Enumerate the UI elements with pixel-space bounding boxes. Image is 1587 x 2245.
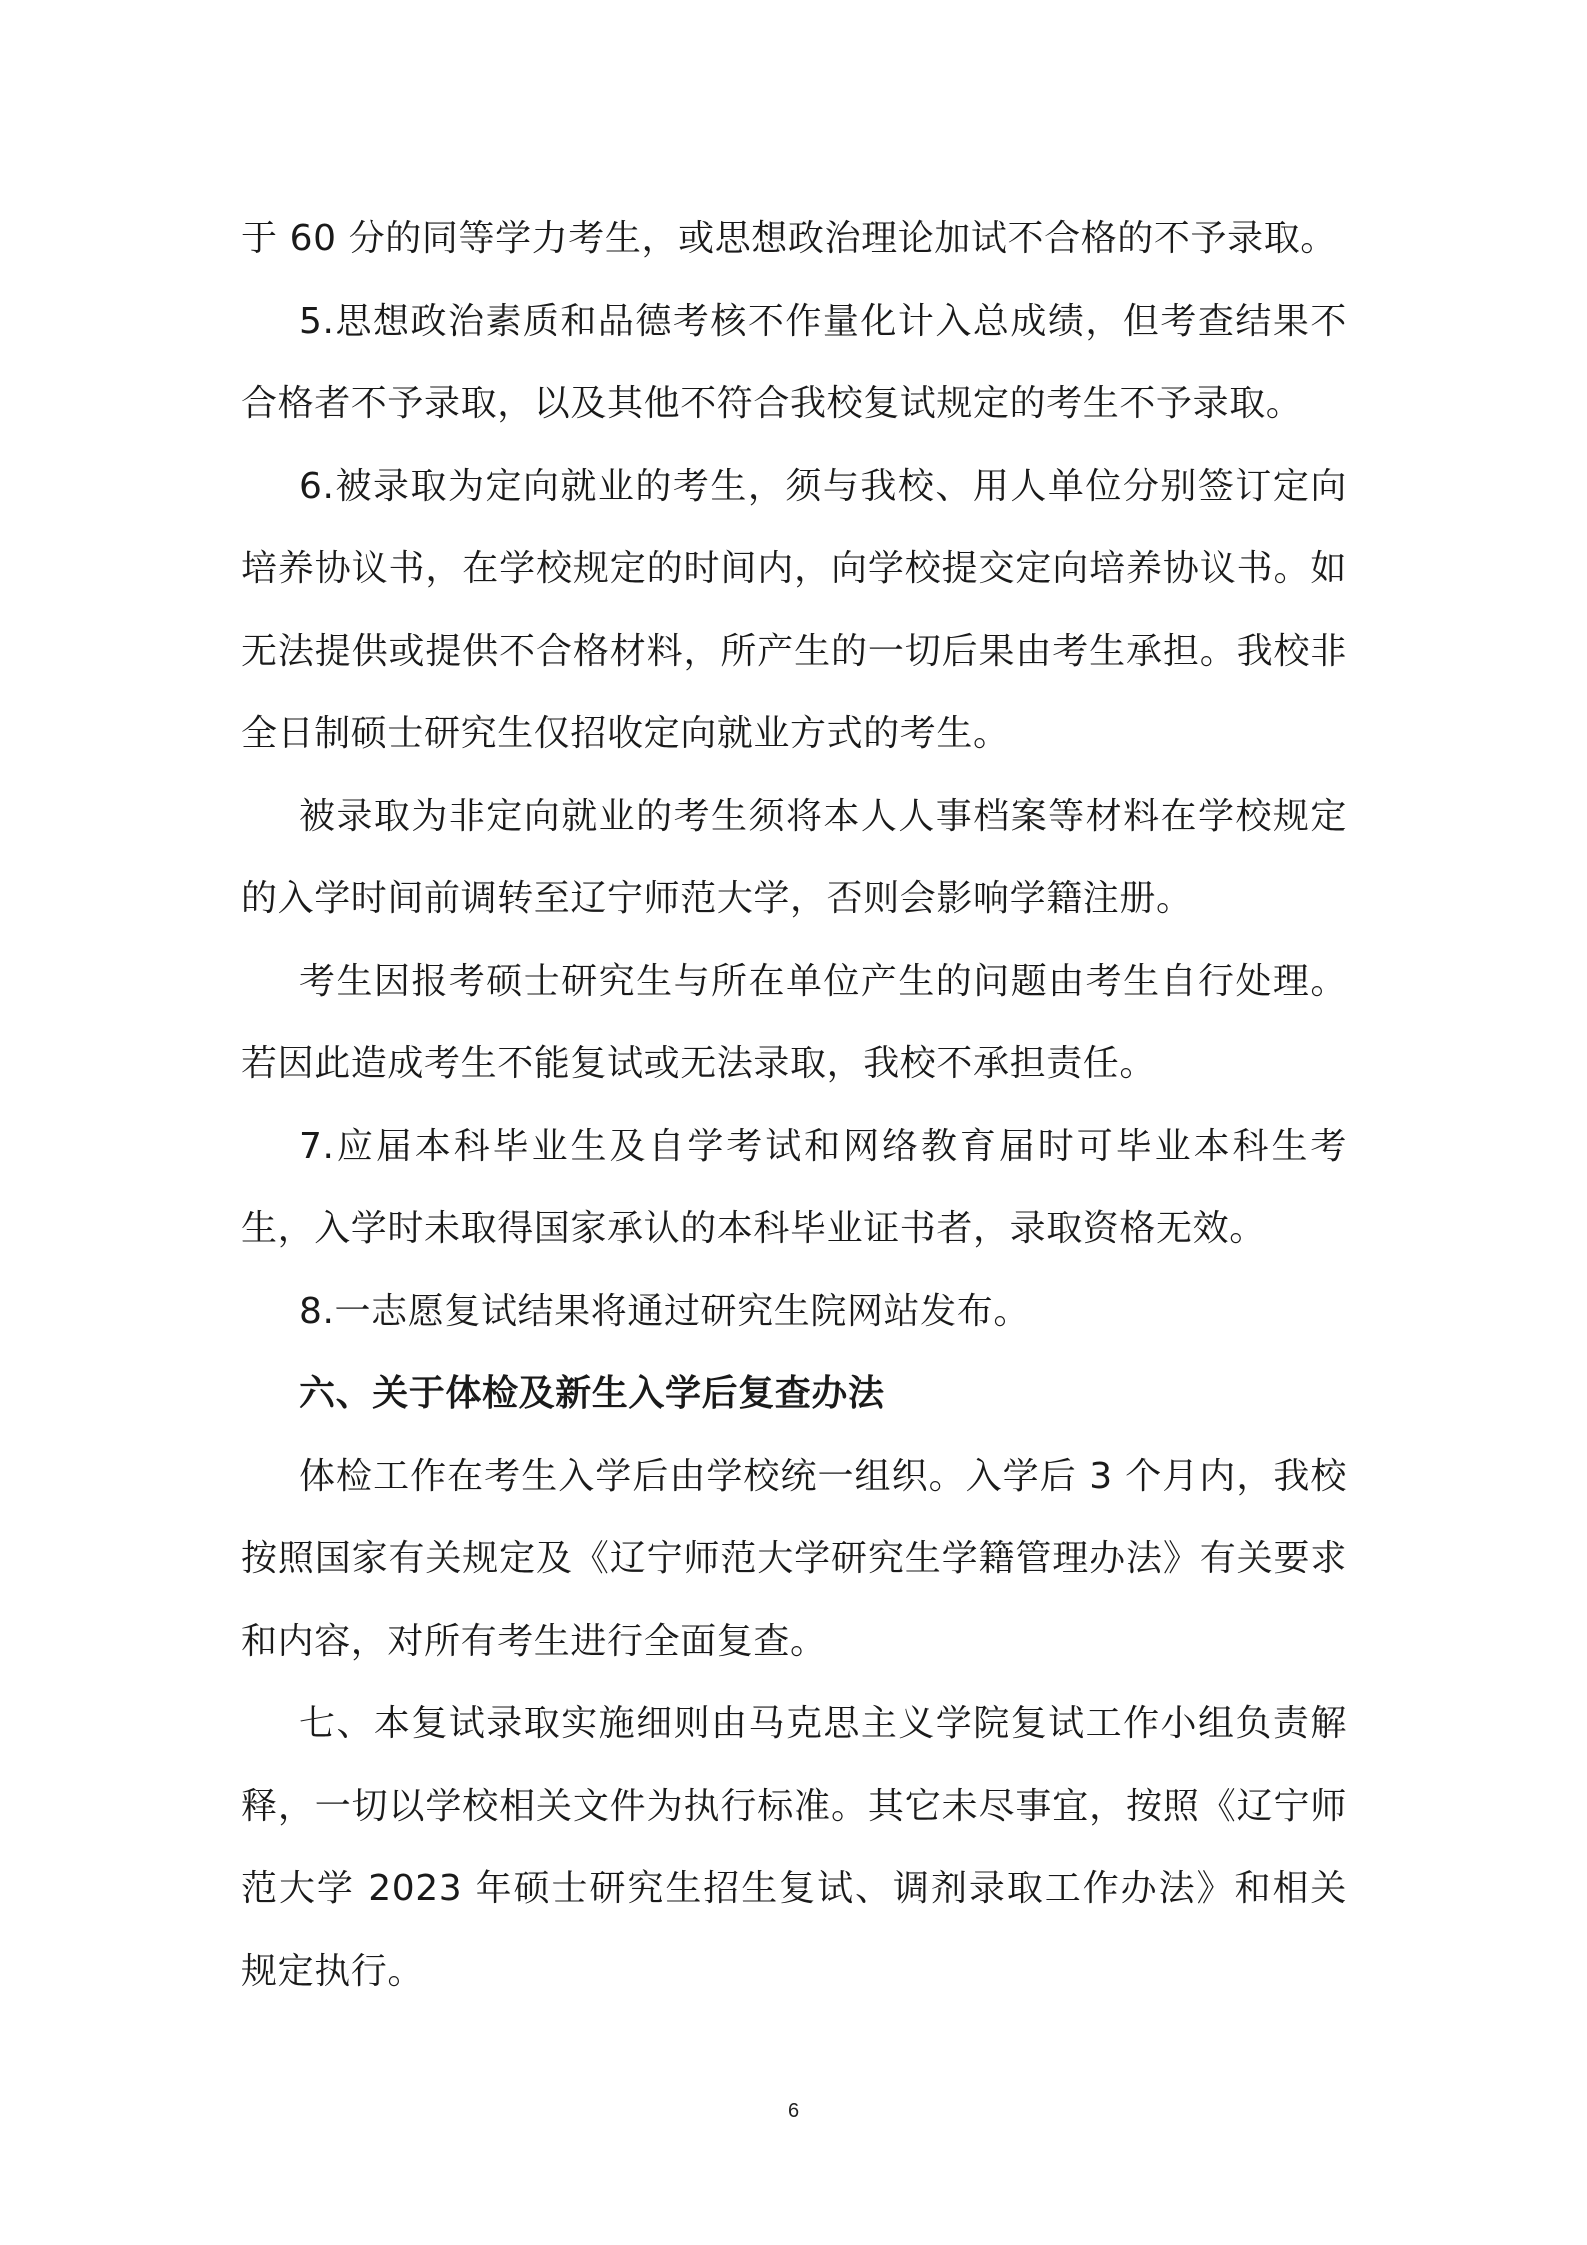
paragraph-item-8: 8.一志愿复试结果将通过研究生院网站发布。 — [299, 1290, 1030, 1332]
paragraph-section-7: 七、本复试录取实施细则由马克思主义学院复试工作小组负责解释，一切以学校相关文件为执行标准。其它未尽事宜，按照《辽宁师范大学 2023 年硕士研究生招生复试、调剂录取工作办法》和相关规定执行。 — [241, 1703, 1347, 1992]
document-body — [241, 198, 1347, 2013]
paragraph-non-directed: 被录取为非定向就业的考生须将本人人事档案等材料在学校规定的入学时间前调转至辽宁师范大学，否则会影响学籍注册。 — [241, 795, 1347, 919]
section-heading-6: 六、关于体检及新生入学后复查办法 — [299, 1373, 885, 1414]
paragraph-continuation: 于 60 分的同等学力考生，或思想政治理论加试不合格的不予录取。 — [241, 218, 1337, 259]
page-number: 6 — [787, 2100, 800, 2122]
paragraph-item-7: 7.应届本科毕业生及自学考试和网络教育届时可毕业本科生考生，入学时未取得国家承认的本科毕业证书者，录取资格无效。 — [241, 1125, 1347, 1249]
paragraph-item-5: 5.思想政治素质和品德考核不作量化计入总成绩，但考查结果不合格者不予录取，以及其他不符合我校复试规定的考生不予录取。 — [241, 300, 1347, 424]
paragraph-item-6: 6.被录取为定向就业的考生，须与我校、用人单位分别签订定向培养协议书，在学校规定的时间内，向学校提交定向培养协议书。如无法提供或提供不合格材料，所产生的一切后果由考生承担。我校非全日制硕士研究生仅招收定向就业方式的考生。 — [241, 465, 1347, 754]
paragraph-health-check: 体检工作在考生入学后由学校统一组织。入学后 3 个月内，我校按照国家有关规定及《辽宁师范大学研究生学籍管理办法》有关要求和内容，对所有考生进行全面复查。 — [241, 1455, 1347, 1662]
paragraph-unit-issues: 考生因报考硕士研究生与所在单位产生的问题由考生自行处理。若因此造成考生不能复试或无法录取，我校不承担责任。 — [241, 960, 1347, 1084]
